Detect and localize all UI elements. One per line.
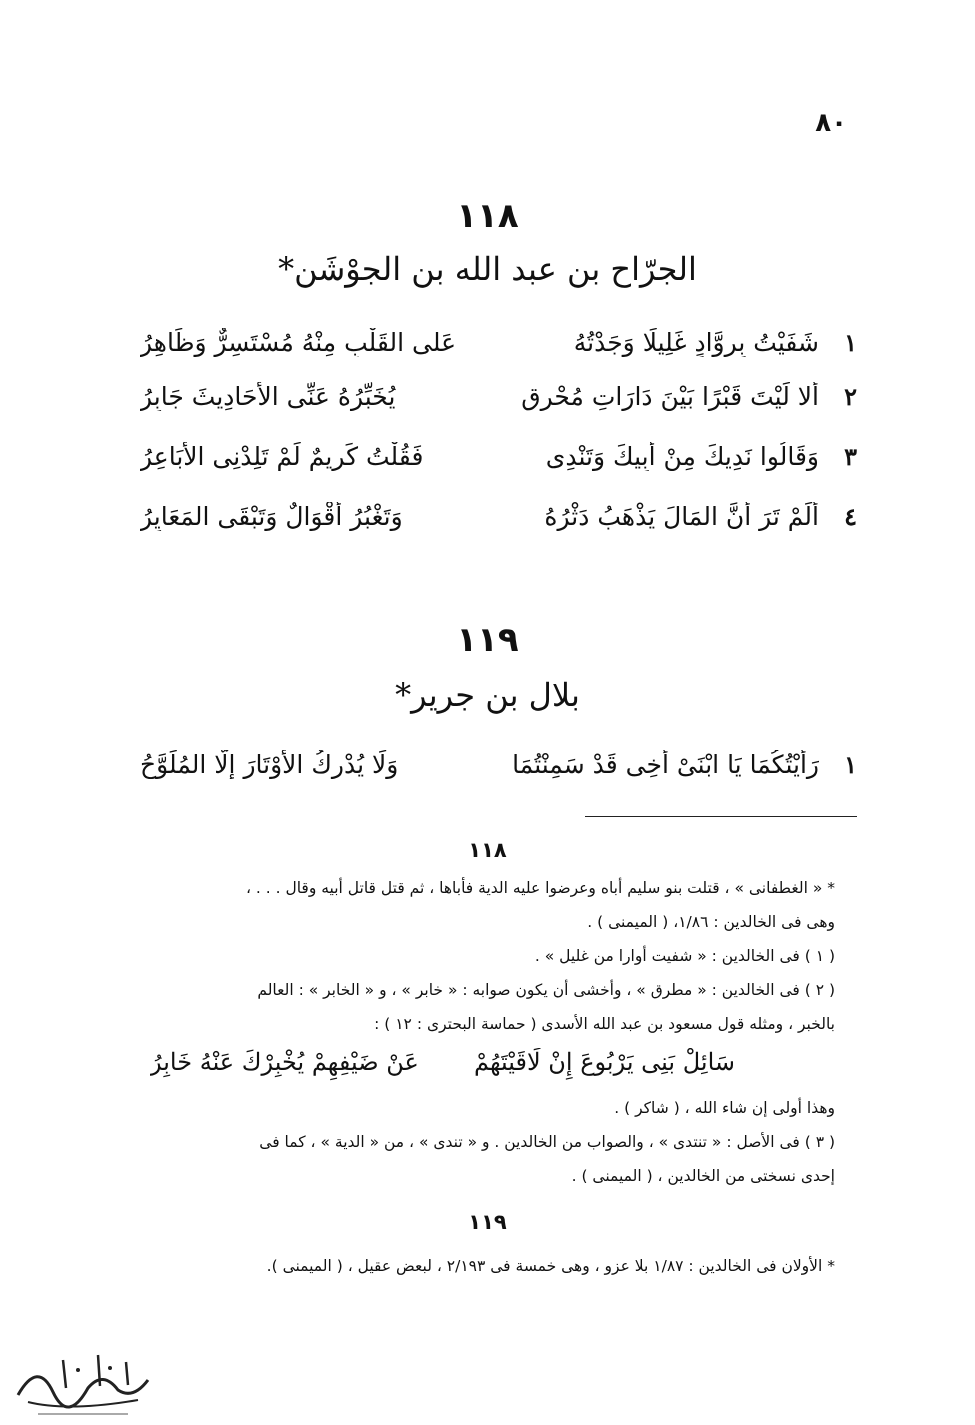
footnote-line: وهى فى الخالدين : ١/٨٦، ( الميمنى ) . [587, 913, 835, 931]
quoted-verse [150, 1048, 735, 1092]
verse-second-hemistich: وَلَا يُدْرِكُ الأَوْتَارَ إِلَّا المُلَوَّحُ [140, 749, 399, 779]
verse-line [140, 432, 857, 480]
verse-first-hemistich: شَفَيْتُ بِرِوَّادٍ غَلِيلًا وَجَدْتُهُ [573, 327, 819, 357]
verse-line [140, 740, 857, 788]
verse-line [140, 318, 857, 366]
verse-line [140, 372, 857, 420]
verse-second-hemistich: عَلى القَلْبِ مِنْهُ مُسْتَسِرٌّ وَظَاهِرُ [140, 327, 457, 357]
verse-line [140, 492, 857, 540]
poem-number: ١١٨ [456, 196, 519, 236]
verse-first-hemistich: أَلَمْ تَرَ أَنَّ المَالَ يَذْهَبُ دَثْرُهُ [544, 501, 819, 531]
footnote-line: بالخبر ، ومثله قول مسعود بن عبد الله الأسدى ( حماسة البحترى : ١٢ ) : [374, 1015, 835, 1033]
footnote-line: ( ٣ ) فى الأصل : « تنتدى » ، والصواب من الخالدين . و « تندى » ، من « الدية » ، كما فى [259, 1133, 835, 1151]
verse-first-hemistich: ألا لَيْتَ قَبْرًا بَيْنَ دَارَاتِ مُحْرِقٍ [521, 381, 819, 411]
poem-title: الجرّاح بن عبد الله بن الجوْشَن* [278, 250, 697, 288]
verse-second-hemistich: وَتَغْبُرُ أَقْوَالٌ وَتَبْقَى المَعَايِرُ [140, 501, 403, 531]
footnote-line: إحدى نسختى من الخالدين ، ( الميمنى ) . [571, 1167, 835, 1185]
footnote-line: ( ١ ) فى الخالدين : « شفيت أوارا من غليل » . [534, 947, 835, 965]
verse-first-hemistich: وَقَالُوا نَدِيكَ مِنْ أَبِيكَ وَتَنْدِى [545, 441, 819, 471]
verse-number: ١ [844, 327, 857, 357]
page-number: ٨٠ [815, 108, 847, 138]
verse-second-hemistich: يُخَبِّرُهُ عَنِّى الأحَادِيثَ جَابِرُ [140, 381, 396, 411]
verse-number: ١ [844, 749, 857, 779]
footnote-heading: ١١٨ [468, 838, 507, 862]
footnote-line: وهذا أولى إن شاء الله ، ( شاكر ) . [614, 1099, 835, 1117]
footnote-divider [585, 816, 857, 817]
quoted-verse-second: عَنْ ضَيْفِهِمْ يُخْبِرْكَ عَنْهُ خَابِرُ [150, 1048, 419, 1076]
verse-number: ٤ [844, 501, 857, 531]
verse-number: ٢ [844, 381, 857, 411]
footnote-line: * « الغطفانى » ، قتلت بنو سليم أباه وعرضوا عليه الدية فأباها ، ثم قتل قاتل أبيه وقال . . . ، [245, 879, 835, 897]
footnote-heading: ١١٩ [468, 1210, 507, 1234]
verse-number: ٣ [844, 441, 857, 471]
footnote-line: * الأولان فى الخالدين : ١/٨٧ بلا عزو ، وهى خمسة فى ٢/١٩٣ ، لبعض عقيل ، ( الميمنى ). [266, 1257, 835, 1275]
verse-second-hemistich: فَقُلْتُ كَرِيمٌ لَمْ تَلِدْنِى الأَبَاعِرُ [140, 441, 424, 471]
poem-number: ١١٩ [456, 620, 519, 660]
poem-title: بلال بن جرير* [395, 676, 580, 714]
quoted-verse-first: سَائِلْ بَنِى يَرْبُوعَ إِنْ لَاقَيْتَهُمْ [473, 1048, 735, 1076]
verse-first-hemistich: رَأَيْتُكُمَا يَا ابْنَىْ أَخِى قَدْ سَمِنْتُمَا [512, 749, 819, 779]
watermark-logo [8, 1340, 158, 1420]
footnote-line: ( ٢ ) فى الخالدين : « مطرق » ، وأخشى أن يكون صوابه : « خابر » ، و « الخابر » : العالم [257, 981, 835, 999]
